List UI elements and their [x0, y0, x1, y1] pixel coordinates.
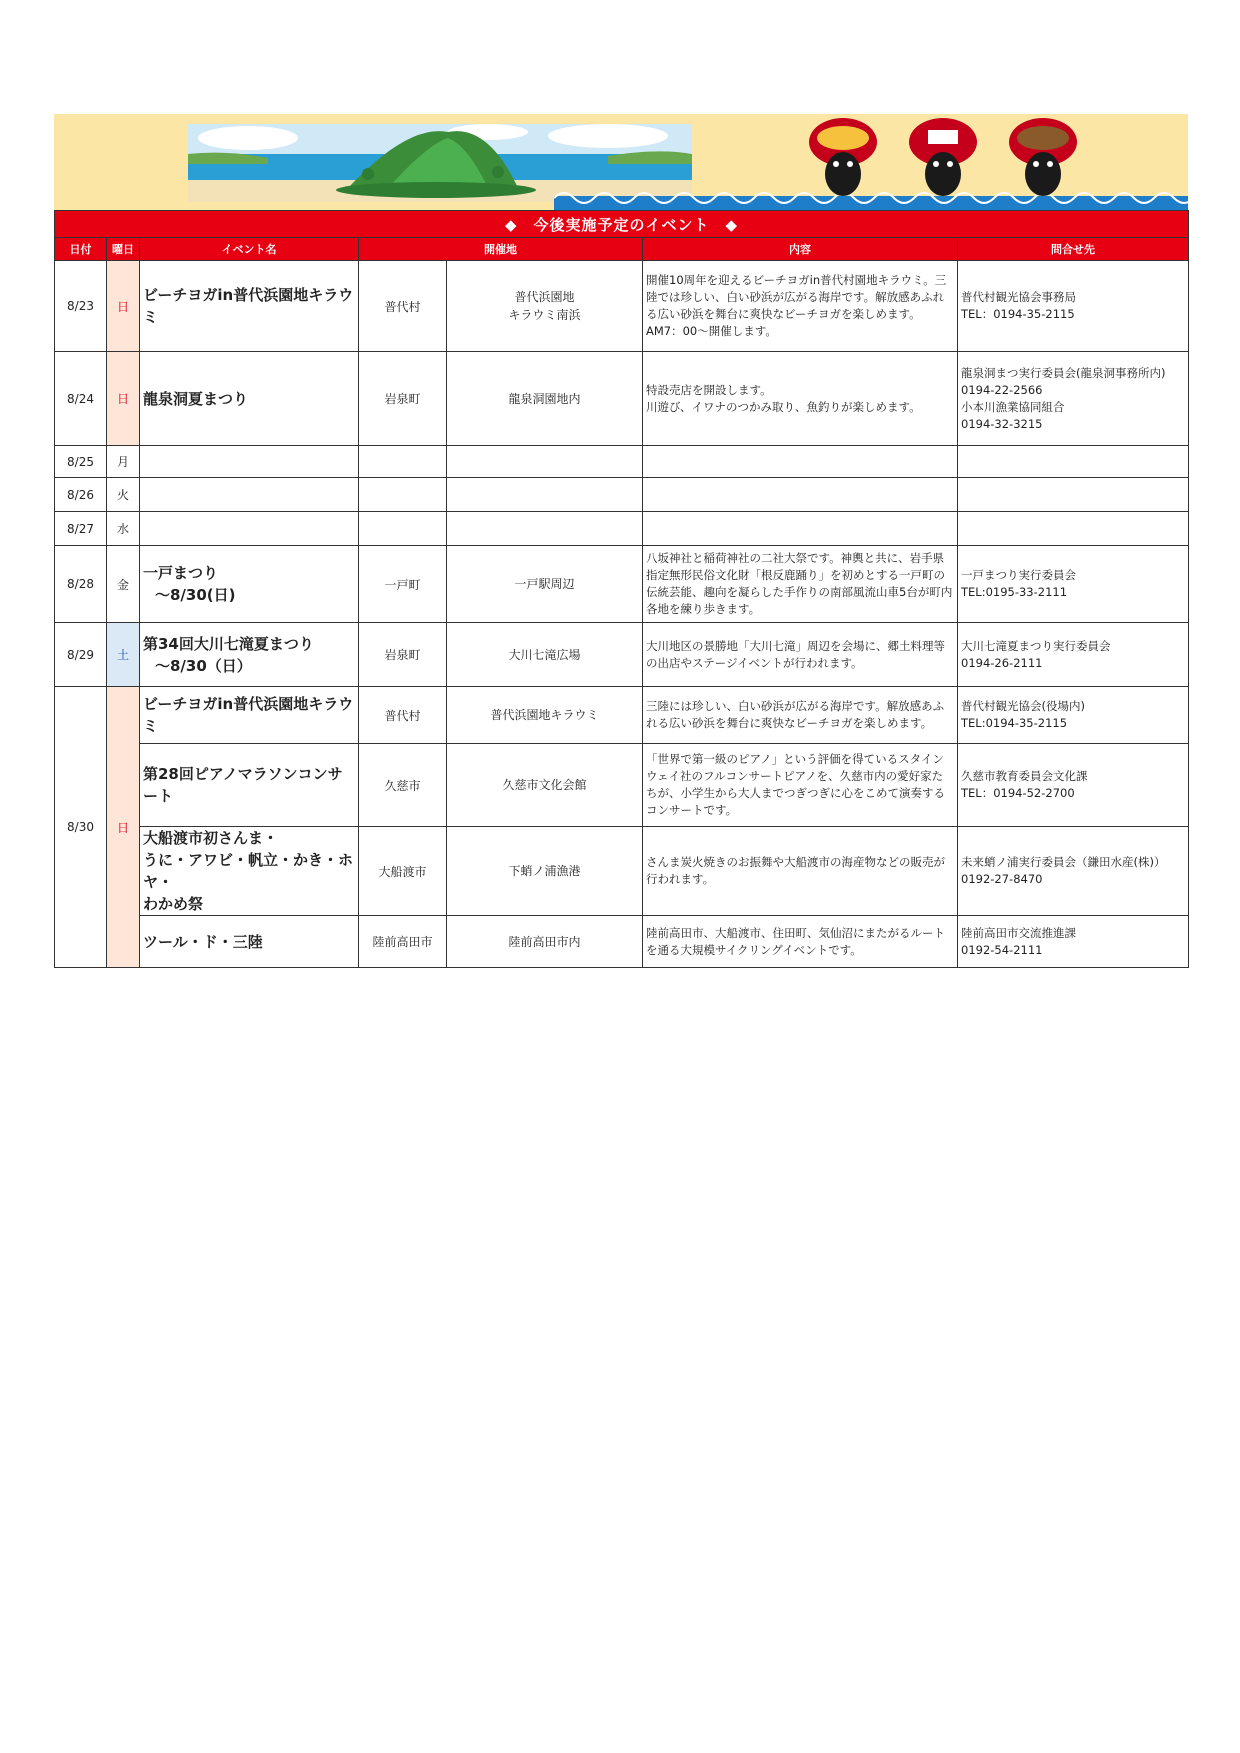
event-content: 八坂神社と稲荷神社の二社大祭です。神輿と共に、岩手県指定無形民俗文化財「根反鹿踊り」を初めとする一戸町の伝統芸能、趣向を凝らした手作りの南部風流山車5台が町内各地を練り歩きます。: [643, 546, 958, 623]
event-content: [643, 352, 958, 446]
table-row: [55, 744, 1189, 827]
event-name: [140, 827, 359, 916]
contact-line: TEL:0194-35-2115: [961, 716, 1068, 730]
event-name: 龍泉洞夏まつり: [140, 352, 359, 446]
day-cell: 水: [107, 512, 140, 546]
contact-line: 普代村観光協会(役場内): [961, 699, 1085, 713]
event-name: [140, 623, 359, 687]
events-table: [54, 210, 1189, 968]
mascot-character: [904, 116, 982, 208]
event-name-sub: ～8/30（日）: [155, 656, 252, 675]
header-day: 曜日: [107, 238, 140, 261]
event-name: ツール・ド・三陸: [140, 916, 359, 968]
header-contact: 問合せ先: [958, 238, 1189, 261]
event-name-line: 大船渡市初さんま・: [143, 829, 279, 847]
venue: 一戸駅周辺: [447, 546, 643, 623]
contact: [958, 916, 1189, 968]
event-content: 「世界で第一級のピアノ」という評価を得ているスタインウェイ社のフルコンサートピアノを、久慈市内の愛好家たちが、小学生から大人までつぎつぎに心をこめて演奏するコンサートです。: [643, 744, 958, 827]
date-cell: 8/25: [55, 446, 107, 478]
contact-line: 龍泉洞まつ実行委員会(龍泉洞事務所内): [961, 365, 1166, 380]
table-title: ◆ 今後実施予定のイベント ◆: [55, 211, 1189, 238]
event-name: ビーチヨガin普代浜園地キラウミ: [140, 687, 359, 744]
contact-line: TEL:0195-33-2111: [961, 585, 1068, 599]
municipality: 大船渡市: [359, 827, 447, 916]
venue: 下蛸ノ浦漁港: [447, 827, 643, 916]
content-line: 川遊び、イワナのつかみ取り、魚釣りが楽しめます。: [646, 399, 921, 414]
table-row: [55, 687, 1189, 744]
date-cell: 8/27: [55, 512, 107, 546]
contact-line: 0194-32-3215: [961, 416, 1043, 431]
contact-line: 大川七滝夏まつり実行委員会: [961, 638, 1111, 653]
date-cell: 8/23: [55, 261, 107, 352]
header-content: 内容: [643, 238, 958, 261]
event-content: さんま炭火焼きのお振舞や大船渡市の海産物などの販売が行われます。: [643, 827, 958, 916]
event-name-sub: ～8/30(日): [155, 586, 236, 604]
municipality: 一戸町: [359, 546, 447, 623]
contact-line: 0194-22-2566: [961, 382, 1043, 397]
table-row: [55, 916, 1189, 968]
contact: [958, 744, 1189, 827]
day-cell: 金: [107, 546, 140, 623]
contact-line: 久慈市教育委員会文化課: [961, 769, 1088, 783]
municipality: 普代村: [359, 687, 447, 744]
contact: [958, 546, 1189, 623]
table-row: [55, 261, 1189, 352]
contact: [958, 352, 1189, 446]
content-line: 特設売店を開設します。: [646, 382, 772, 397]
event-name-main: 一戸まつり: [143, 564, 219, 582]
venue: 陸前高田市内: [447, 916, 643, 968]
mascot-character: [1004, 116, 1082, 208]
municipality: 普代村: [359, 261, 447, 352]
municipality: 岩泉町: [359, 623, 447, 687]
event-name: 第28回ピアノマラソンコンサート: [140, 744, 359, 827]
contact: [958, 261, 1189, 352]
day-cell: 日: [107, 261, 140, 352]
header-venue: 開催地: [359, 238, 643, 261]
table-row: [55, 446, 1189, 478]
contact: [958, 827, 1189, 916]
contact-line: 0194-26-2111: [961, 655, 1043, 670]
event-content: 陸前高田市、大船渡市、住田町、気仙沼にまたがるルートを通る大規模サイクリングイベントです。: [643, 916, 958, 968]
contact-line: TEL：0194-52-2700: [961, 786, 1075, 800]
venue: 普代浜園地キラウミ: [447, 687, 643, 744]
contact-line: 未来蛸ノ浦実行委員会（鎌田水産(株)）: [961, 855, 1166, 869]
header-banner: [54, 114, 1188, 210]
day-cell: 日: [107, 687, 140, 968]
contact-line: 小本川漁業協同組合: [961, 399, 1065, 414]
event-name: [140, 546, 359, 623]
contact-line: 0192-54-2111: [961, 942, 1043, 957]
venue: 久慈市文化会館: [447, 744, 643, 827]
event-name-line: わかめ祭: [143, 895, 204, 913]
event-content: 開催10周年を迎えるビーチヨガin普代村園地キラウミ。三陸では珍しい、白い砂浜が広がる海岸です。解放感あふれる広い砂浜を舞台に爽快なビーチヨガを楽しめます。AM7：00～開催します。: [643, 261, 958, 352]
venue: [447, 261, 643, 352]
table-row: [55, 352, 1189, 446]
contact-line: 普代村観光協会事務局: [961, 290, 1076, 304]
venue-line: 普代浜園地: [514, 290, 575, 304]
day-cell: 月: [107, 446, 140, 478]
event-content: 三陸には珍しい、白い砂浜が広がる海岸です。解放感あふれる広い砂浜を舞台に爽快なビーチヨガを楽しめます。: [643, 687, 958, 744]
table-row: [55, 478, 1189, 512]
event-name-line: うに・アワビ・帆立・かき・ホヤ・: [143, 851, 354, 891]
contact-line: TEL：0194-35-2115: [961, 307, 1075, 321]
table-row: [55, 827, 1189, 916]
header-event-name: イベント名: [140, 238, 359, 261]
municipality: 岩泉町: [359, 352, 447, 446]
date-cell: 8/26: [55, 478, 107, 512]
table-row: [55, 512, 1189, 546]
venue: 大川七滝広場: [447, 623, 643, 687]
event-name-main: 第34回大川七滝夏まつり: [143, 634, 314, 653]
venue: 龍泉洞園地内: [447, 352, 643, 446]
table-row: [55, 623, 1189, 687]
day-cell: 土: [107, 623, 140, 687]
mascot-character: [804, 116, 882, 208]
municipality: 久慈市: [359, 744, 447, 827]
contact-line: 一戸まつり実行委員会: [961, 568, 1076, 582]
date-cell: 8/30: [55, 687, 107, 968]
day-cell: 日: [107, 352, 140, 446]
date-cell: 8/29: [55, 623, 107, 687]
municipality: 陸前高田市: [359, 916, 447, 968]
contact-line: 陸前高田市交流推進課: [961, 925, 1076, 940]
venue-line: キラウミ南浜: [508, 308, 581, 322]
table-row: [55, 546, 1189, 623]
contact-line: 0192-27-8470: [961, 872, 1043, 886]
contact: [958, 687, 1189, 744]
day-cell: 火: [107, 478, 140, 512]
event-content: 大川地区の景勝地「大川七滝」周辺を会場に、郷土料理等の出店やステージイベントが行われます。: [643, 623, 958, 687]
date-cell: 8/28: [55, 546, 107, 623]
contact: [958, 623, 1189, 687]
date-cell: 8/24: [55, 352, 107, 446]
event-name: ビーチヨガin普代浜園地キラウミ: [140, 261, 359, 352]
header-date: 日付: [55, 238, 107, 261]
